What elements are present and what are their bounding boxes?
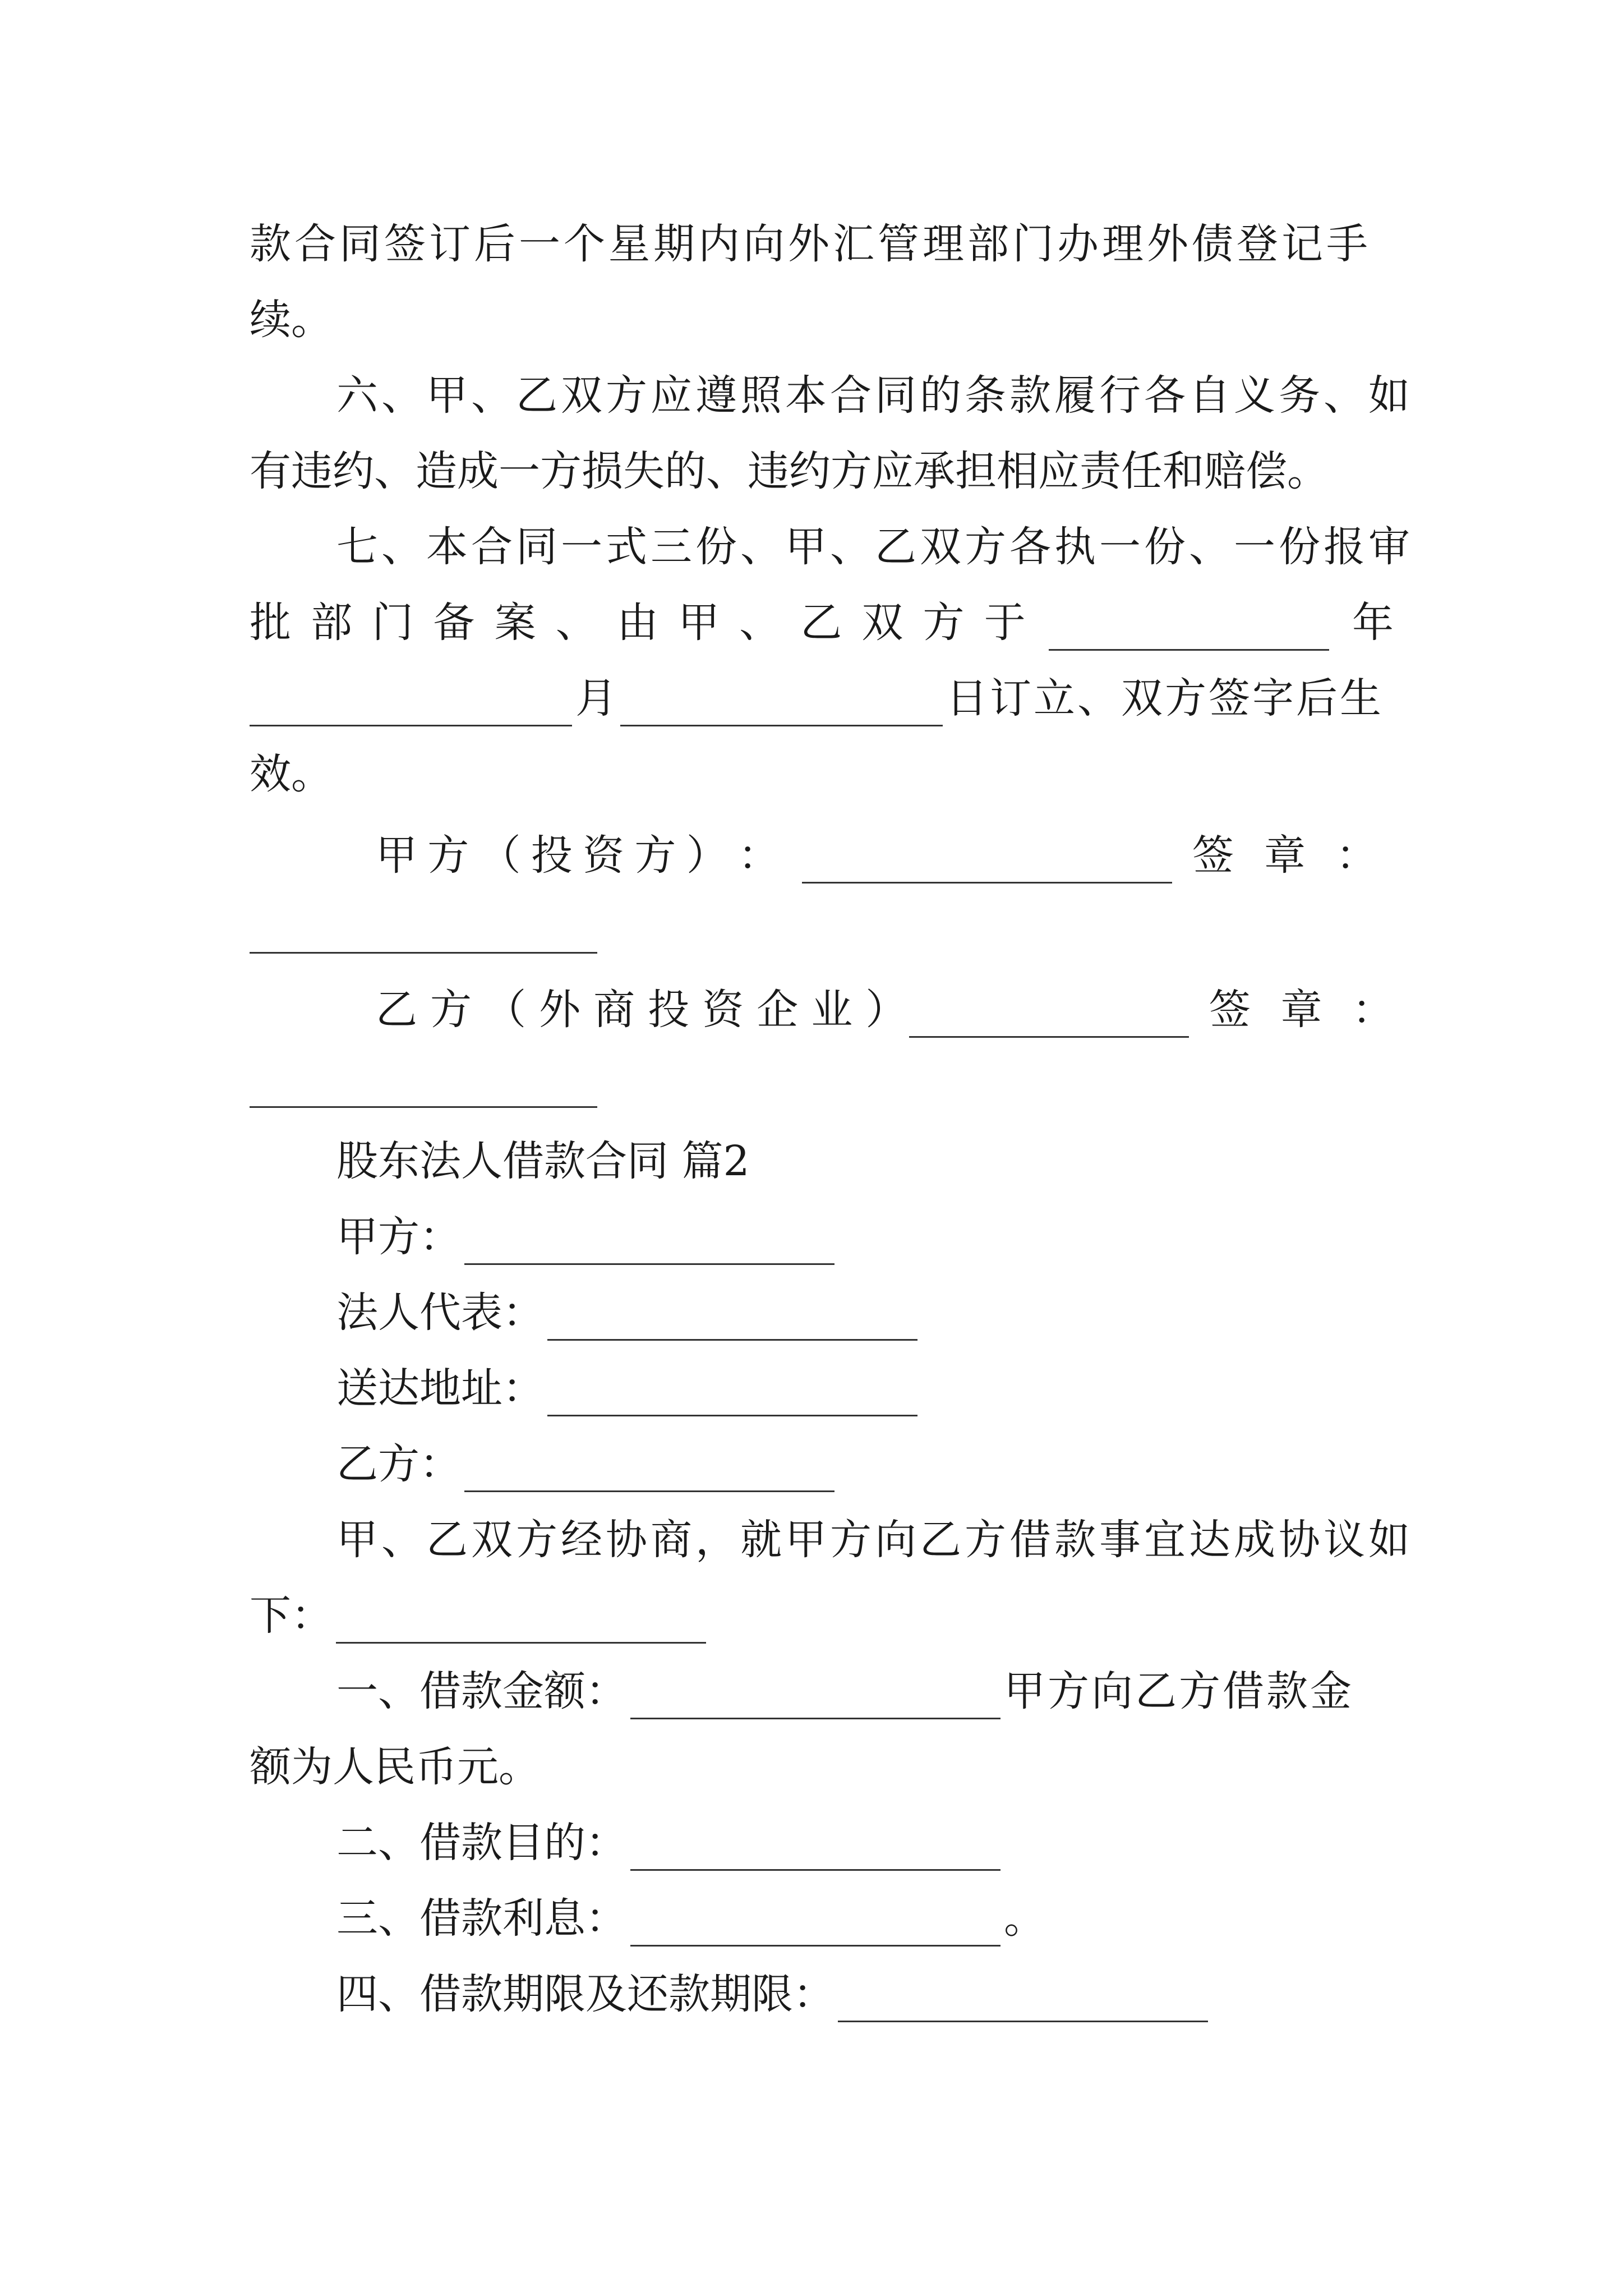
char: ： — [737, 831, 780, 880]
char: 双 — [861, 599, 903, 647]
char: 签 — [1192, 831, 1234, 880]
text-run: 续。 — [250, 296, 333, 344]
clause-seven-line-2 — [250, 595, 1394, 651]
address-field-blank[interactable] — [547, 1373, 917, 1416]
char: 方 — [923, 599, 965, 647]
char: 投 — [531, 831, 573, 880]
paragraph-line — [250, 292, 1394, 348]
field-label: 甲方： — [336, 1213, 461, 1261]
party-b-name-blank[interactable] — [909, 995, 1189, 1038]
item-label: 四、借款期限及还款期限： — [336, 1970, 834, 2018]
char: 方 — [634, 831, 676, 880]
char: 乙 — [800, 599, 842, 647]
text-run: 六、甲、乙双方应遵照本合同的条款履行各自义务、如 — [336, 371, 1413, 420]
char: ） — [865, 986, 907, 1034]
paragraph-line — [250, 216, 1394, 272]
text-run: 日订立、双方签字后生 — [946, 674, 1384, 723]
text-run: 效。 — [250, 750, 333, 798]
section-title — [336, 1133, 1481, 1189]
text-run: 甲、乙双方经协商，就甲方向乙方借款事宜达成协议如 — [336, 1516, 1413, 1564]
party-b-label — [376, 982, 907, 1038]
item-loan-term — [336, 1966, 1481, 2022]
char: 、 — [555, 599, 597, 647]
char: ： — [1336, 831, 1377, 880]
item-loan-interest — [336, 1890, 1481, 1947]
char: 月 — [575, 674, 617, 723]
item-loan-purpose — [336, 1815, 1481, 1871]
party-a-field-blank[interactable] — [464, 1222, 834, 1265]
loan-amount-blank[interactable] — [630, 1676, 1000, 1719]
field-label: 法人代表： — [336, 1289, 544, 1337]
clause-six-line-1 — [336, 367, 1413, 424]
char: 于 — [984, 599, 1026, 647]
month-blank[interactable] — [250, 683, 572, 726]
char: 门 — [372, 599, 414, 647]
field-legal-representative — [336, 1285, 1481, 1341]
party-b-signature-line — [376, 982, 1394, 1038]
section-title-text: 股东法人借款合同 篇2 — [336, 1137, 750, 1185]
item-loan-amount — [336, 1663, 1394, 1719]
party-a-seal-label — [1192, 827, 1377, 884]
field-service-address — [336, 1360, 1481, 1416]
item-label: 一、借款金额： — [336, 1667, 627, 1715]
agreement-blank[interactable] — [336, 1600, 706, 1644]
text-run: 甲方向乙方借款金 — [1004, 1667, 1354, 1715]
clause-six-line-2 — [250, 443, 1394, 499]
char: 、 — [739, 599, 781, 647]
field-party-a — [336, 1209, 1481, 1265]
char: 资 — [583, 831, 625, 880]
item-label: 三、借款利息： — [336, 1894, 627, 1943]
loan-interest-blank[interactable] — [630, 1903, 1000, 1947]
item-loan-amount-line-2 — [250, 1739, 1394, 1795]
char: 方 — [427, 831, 469, 880]
loan-term-blank[interactable] — [838, 1979, 1208, 2022]
char: 年 — [1352, 599, 1394, 647]
clause-seven-line-3 — [250, 670, 1394, 726]
char: 备 — [433, 599, 475, 647]
item-label: 二、借款目的： — [336, 1819, 627, 1867]
char: 案 — [494, 599, 536, 647]
clause-seven-line-1 — [336, 519, 1413, 575]
char: 批 — [250, 599, 291, 647]
char: （ — [485, 986, 527, 1034]
field-label: 送达地址： — [336, 1364, 544, 1412]
text-run: 额为人民币元。 — [250, 1743, 540, 1791]
party-b-seal-line — [250, 1052, 1394, 1108]
agreement-intro-line-2 — [250, 1588, 1394, 1644]
text-run: 七、本合同一式三份、甲、乙双方各执一份、一份报审 — [336, 523, 1413, 571]
party-a-seal-blank[interactable] — [250, 910, 597, 954]
char: ： — [1352, 986, 1394, 1034]
party-a-seal-line — [250, 898, 1394, 954]
char: ） — [686, 831, 728, 880]
char: 甲 — [677, 599, 720, 647]
char: 方 — [430, 986, 472, 1034]
text-run: 下： — [250, 1591, 333, 1640]
char: 企 — [757, 986, 799, 1034]
agreement-intro-line-1 — [336, 1512, 1413, 1568]
char: 部 — [311, 599, 353, 647]
char: 由 — [616, 599, 658, 647]
clause-seven-line-4 — [250, 746, 1394, 802]
char: 章 — [1280, 986, 1322, 1034]
char: （ — [479, 831, 521, 880]
char: 甲 — [376, 831, 417, 880]
day-blank[interactable] — [620, 683, 943, 726]
party-a-signature-line — [376, 827, 1394, 884]
loan-purpose-blank[interactable] — [630, 1828, 1000, 1871]
char: 签 — [1209, 986, 1251, 1034]
char: 投 — [648, 986, 690, 1034]
char: 章 — [1264, 831, 1306, 880]
char: 乙 — [376, 986, 417, 1034]
party-a-label — [376, 827, 780, 884]
field-party-b — [336, 1436, 1481, 1492]
char: 外 — [539, 986, 581, 1034]
char: 商 — [593, 986, 635, 1034]
party-a-name-blank[interactable] — [802, 840, 1172, 884]
field-label: 乙方： — [336, 1440, 461, 1488]
year-blank[interactable] — [1049, 608, 1329, 651]
char: 业 — [811, 986, 853, 1034]
text-run: 款合同签订后一个星期内向外汇管理部门办理外债登记手 — [250, 220, 1371, 268]
party-b-seal-label — [1209, 982, 1394, 1038]
char: 资 — [702, 986, 744, 1034]
text-run: 有违约、造成一方损失的、违约方应承担相应责任和赔偿。 — [250, 447, 1329, 495]
party-b-field-blank[interactable] — [464, 1449, 834, 1492]
legal-rep-field-blank[interactable] — [547, 1297, 917, 1341]
text-run: 。 — [1004, 1894, 1045, 1943]
party-b-seal-blank[interactable] — [250, 1065, 597, 1108]
